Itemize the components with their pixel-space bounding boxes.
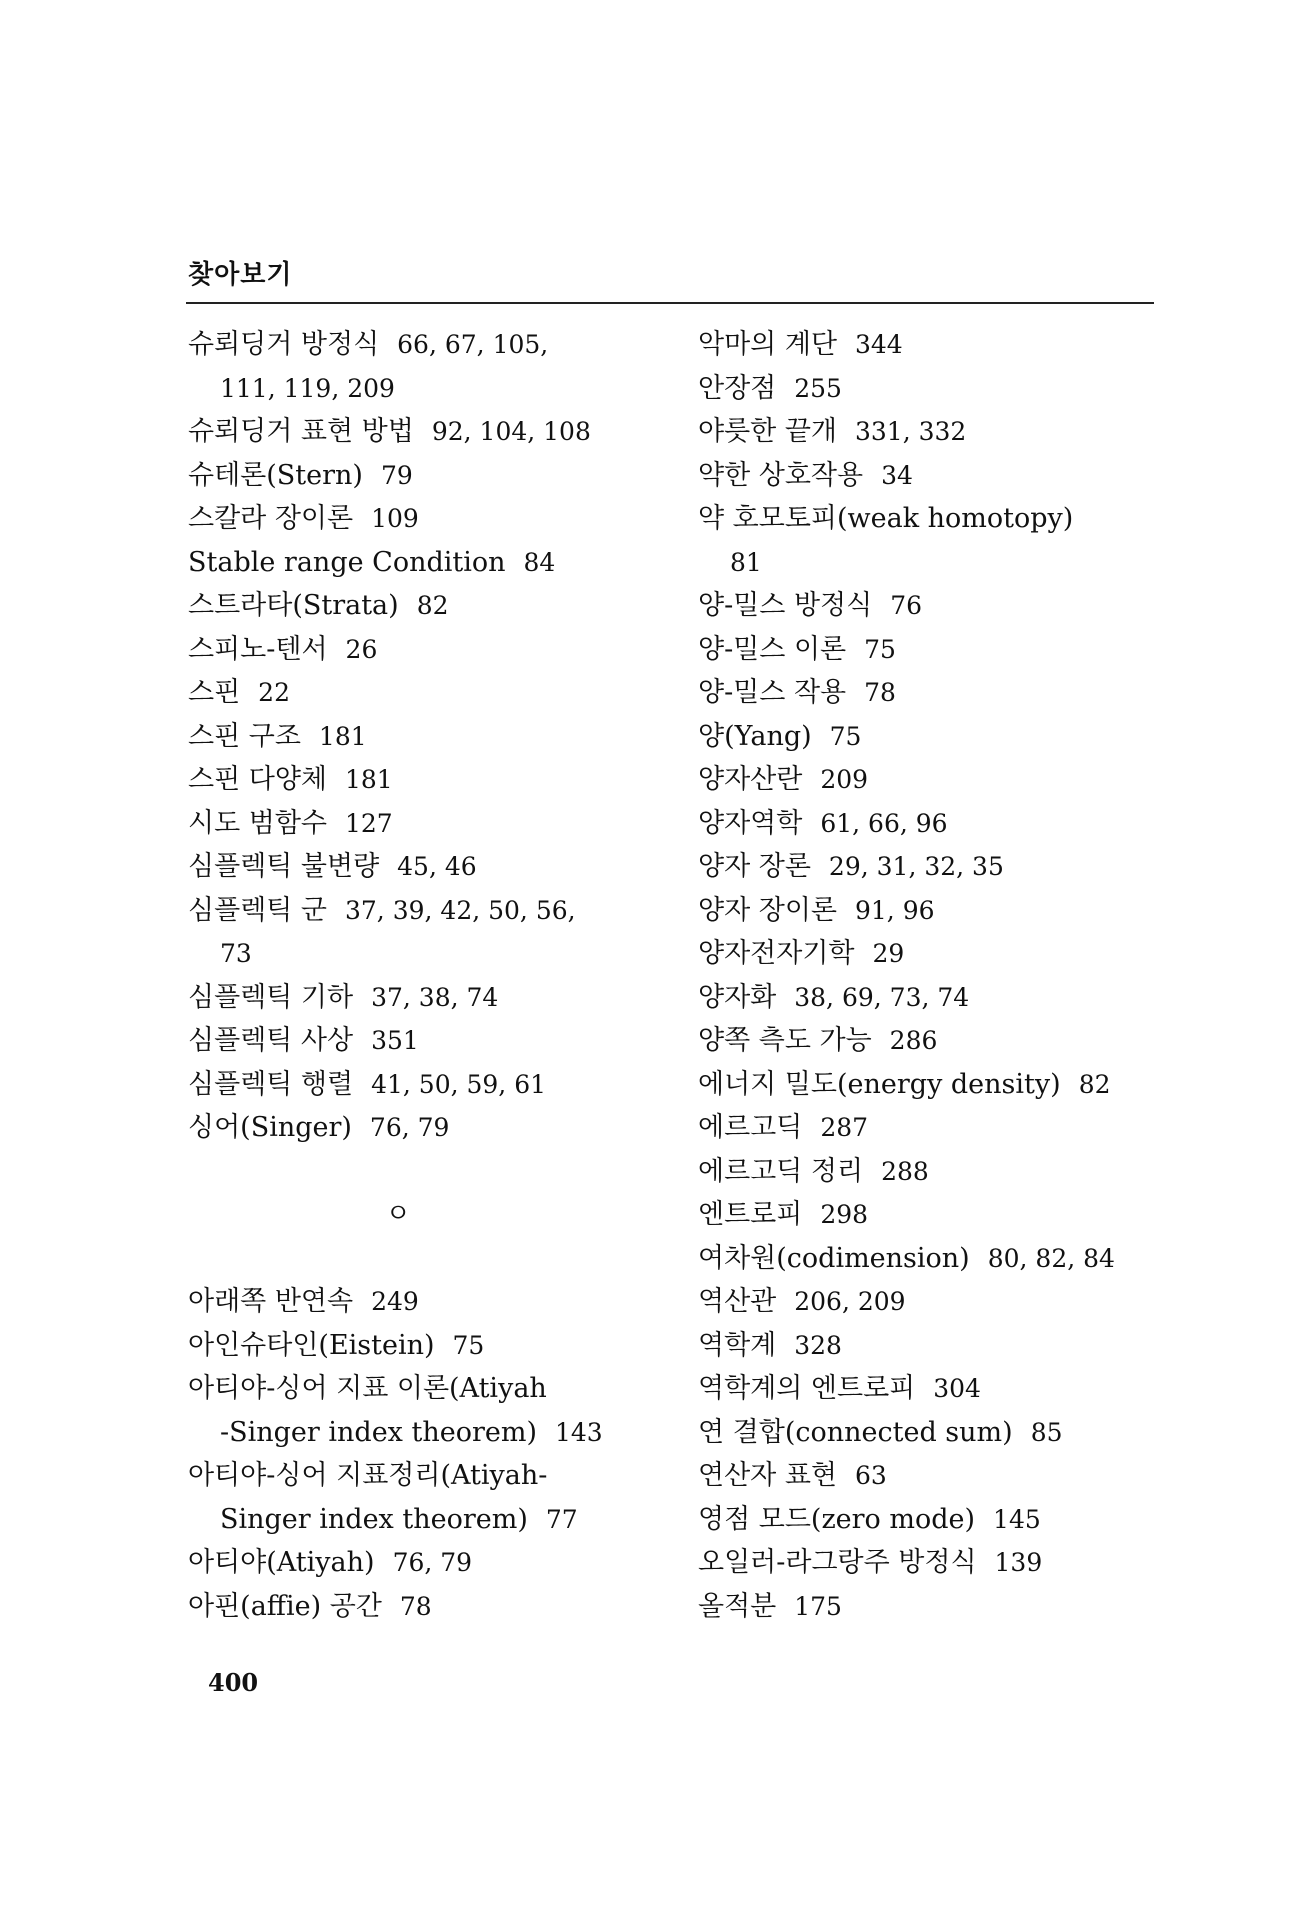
- index-entry: [188, 1585, 668, 1629]
- index-entry: [188, 541, 668, 585]
- header-rule: [186, 302, 1154, 304]
- index-entry: [698, 758, 1168, 802]
- index-page-refs: 76, 79: [392, 1548, 473, 1577]
- index-page-refs: 344: [855, 330, 903, 359]
- left-entries-before: [188, 323, 668, 1150]
- index-page-refs: 78: [399, 1591, 432, 1621]
- index-term: 양자화: [698, 981, 777, 1013]
- index-entry: [188, 1411, 668, 1455]
- index-entry: [698, 671, 1168, 715]
- index-page-refs: 175: [794, 1591, 842, 1621]
- index-entry: [698, 454, 1168, 498]
- index-entry: [188, 845, 668, 889]
- index-term: 양자 장론: [698, 851, 811, 882]
- index-entry: [188, 671, 668, 715]
- index-entry: [698, 976, 1168, 1020]
- index-page-refs: 91, 96: [855, 895, 935, 925]
- index-term: 역학계: [698, 1329, 777, 1361]
- index-entry: [188, 584, 668, 628]
- index-entry: [188, 1454, 668, 1498]
- index-page-refs: 127: [345, 808, 393, 838]
- index-entry: [698, 497, 1168, 541]
- index-entry: [188, 1063, 668, 1107]
- index-entry: [698, 1280, 1168, 1324]
- index-term: 스칼라 장이론: [188, 503, 354, 534]
- index-term: 에르고딕 정리: [698, 1155, 864, 1187]
- index-term: 양자 장이론: [698, 894, 837, 926]
- index-page-refs: 66, 67, 105,: [397, 330, 549, 359]
- index-entry: [698, 1411, 1168, 1455]
- index-entry: [188, 1019, 668, 1063]
- index-entry: [698, 410, 1168, 454]
- index-entry: [188, 497, 668, 541]
- left-entries-after: [188, 1280, 668, 1628]
- index-term: 오일러-라그랑주 방정식: [698, 1547, 977, 1578]
- index-page-refs: 79: [380, 460, 413, 490]
- index-entry: [188, 367, 668, 411]
- index-page-refs: 80, 82, 84: [987, 1243, 1115, 1273]
- index-term: 아티야-싱어 지표정리(Atiyah-: [188, 1460, 548, 1491]
- index-entry: [188, 758, 668, 802]
- index-entry: [188, 1280, 668, 1324]
- index-term: 스핀: [188, 677, 241, 708]
- index-term: 아티야-싱어 지표 이론(Atiyah: [188, 1373, 547, 1404]
- index-page-refs: 331, 332: [855, 417, 967, 446]
- index-entry: [188, 1106, 668, 1150]
- index-term: 양자전자기학: [698, 938, 855, 969]
- index-page-refs: 38, 69, 73, 74: [794, 982, 970, 1012]
- index-term: 슈테론(Stern): [188, 459, 363, 491]
- index-term: 악마의 계단: [698, 329, 837, 360]
- index-term: 양자역학: [698, 807, 803, 839]
- index-page-refs: 249: [371, 1287, 419, 1316]
- index-entry: [698, 932, 1168, 976]
- index-term: 심플렉틱 불변량: [188, 851, 380, 882]
- index-term: 에르고딕: [698, 1112, 803, 1143]
- section-spacer-top: [188, 1150, 668, 1194]
- index-entry: [698, 541, 1168, 585]
- left-column: [188, 323, 668, 1628]
- index-entry: [698, 584, 1168, 628]
- index-entry: [698, 1193, 1168, 1237]
- index-entry: [188, 976, 668, 1020]
- index-entry: [698, 323, 1168, 367]
- index-term: 스트라타(Strata): [188, 590, 399, 621]
- index-page-refs: 77: [545, 1504, 578, 1534]
- index-entry: [188, 410, 668, 454]
- section-letter: ㅇ: [385, 1199, 411, 1229]
- index-term: 약 호모토피(weak homotopy): [698, 503, 1074, 534]
- index-term: 스피노-텐서: [188, 633, 328, 665]
- index-page-refs: 143: [555, 1417, 603, 1447]
- index-entry: [188, 1324, 668, 1368]
- index-entry: [698, 802, 1168, 846]
- index-entry: [698, 1106, 1168, 1150]
- index-term: Singer index theorem): [220, 1503, 528, 1535]
- index-page-refs: 82: [1078, 1069, 1111, 1099]
- index-entry: [698, 715, 1168, 759]
- index-page-refs: 37, 39, 42, 50, 56,: [345, 895, 576, 925]
- index-entry: [698, 889, 1168, 933]
- index-entry: [188, 323, 668, 367]
- index-term: 심플렉틱 행렬: [188, 1068, 354, 1100]
- index-page-refs: 81: [730, 547, 762, 577]
- index-term: 심플렉틱 사상: [188, 1025, 354, 1056]
- index-page-refs: 111, 119, 209: [220, 373, 395, 403]
- index-page-refs: 206, 209: [794, 1287, 906, 1316]
- index-page-refs: 286: [889, 1026, 938, 1055]
- index-entry: [698, 1541, 1168, 1585]
- index-page-refs: 298: [820, 1200, 869, 1229]
- index-page-refs: 328: [794, 1330, 842, 1360]
- index-term: 연산자 표현: [698, 1460, 837, 1491]
- index-entry: [698, 1367, 1168, 1411]
- index-term: 올적분: [698, 1590, 777, 1622]
- index-page-refs: 22: [258, 678, 290, 707]
- index-page-refs: 209: [820, 765, 869, 794]
- index-page-refs: 75: [829, 721, 862, 751]
- index-page-refs: 85: [1030, 1417, 1063, 1447]
- index-term: 영점 모드(zero mode): [698, 1503, 976, 1535]
- index-term: 여차원(codimension): [698, 1242, 970, 1274]
- index-page-refs: 73: [220, 939, 252, 968]
- index-term: 안장점: [698, 372, 777, 404]
- index-term: 엔트로피: [698, 1199, 803, 1230]
- index-page-refs: 61, 66, 96: [820, 808, 948, 838]
- index-term: 양쪽 측도 가능: [698, 1025, 872, 1056]
- index-term: 슈뢰딩거 방정식: [188, 329, 380, 360]
- index-entry: [698, 1585, 1168, 1629]
- index-entry: [698, 1454, 1168, 1498]
- index-entry: [698, 1498, 1168, 1542]
- index-term: 양-밀스 방정식: [698, 590, 873, 621]
- index-page-refs: 37, 38, 74: [371, 982, 499, 1012]
- index-entry: [188, 1541, 668, 1585]
- index-term: 양(Yang): [698, 720, 812, 752]
- index-term: 아인슈타인(Eistein): [188, 1329, 435, 1361]
- page-number: 400: [208, 1668, 259, 1697]
- index-term: 스핀 구조: [188, 720, 301, 752]
- index-entry: [698, 1150, 1168, 1194]
- index-entry: [188, 1498, 668, 1542]
- index-term: 시도 범함수: [188, 807, 327, 839]
- index-term: 스핀 다양체: [188, 764, 327, 795]
- index-entry: [188, 889, 668, 933]
- index-page-refs: 82: [416, 591, 449, 620]
- index-entry: [698, 1237, 1168, 1281]
- index-entry: [698, 845, 1168, 889]
- index-term: Stable range Condition: [188, 546, 506, 578]
- index-page-refs: 139: [994, 1548, 1043, 1577]
- index-page-refs: 92, 104, 108: [431, 417, 591, 446]
- index-page-refs: 255: [794, 373, 842, 403]
- index-page-refs: 181: [318, 721, 367, 751]
- index-term: 역학계의 엔트로피: [698, 1373, 916, 1404]
- running-header: 찾아보기: [188, 260, 293, 290]
- index-page-refs: 26: [345, 634, 378, 664]
- index-page-refs: 287: [820, 1113, 869, 1142]
- index-entry: [188, 628, 668, 672]
- index-entry: [698, 1324, 1168, 1368]
- right-column: [698, 323, 1168, 1628]
- index-term: 연 결합(connected sum): [698, 1416, 1013, 1448]
- index-term: 심플렉틱 기하: [188, 981, 354, 1013]
- index-term: 심플렉틱 군: [188, 894, 327, 926]
- index-page-refs: 75: [864, 634, 896, 664]
- index-term: 아핀(affie) 공간: [188, 1590, 382, 1622]
- index-entry: [188, 1367, 668, 1411]
- section-spacer-bottom: [188, 1237, 668, 1281]
- index-page-refs: 34: [881, 460, 913, 490]
- index-term: 야릇한 끝개: [698, 416, 837, 447]
- index-entry: [698, 367, 1168, 411]
- index-page-refs: 351: [371, 1026, 419, 1055]
- index-term: 약한 상호작용: [698, 459, 864, 491]
- index-page-refs: 76: [890, 591, 923, 620]
- index-term: 아티야(Atiyah): [188, 1547, 375, 1578]
- index-page-refs: 84: [523, 547, 556, 577]
- index-page-refs: 63: [855, 1461, 887, 1490]
- index-page-refs: 304: [933, 1374, 981, 1403]
- index-page-refs: 41, 50, 59, 61: [371, 1069, 547, 1099]
- index-page-refs: 29: [872, 939, 905, 968]
- index-term: 아래쪽 반연속: [188, 1286, 354, 1317]
- index-entry: [698, 1063, 1168, 1107]
- index-page-refs: 78: [864, 678, 896, 707]
- index-entry: [188, 715, 668, 759]
- index-entry: [698, 1019, 1168, 1063]
- index-term: 역산관: [698, 1286, 777, 1317]
- index-term: 싱어(Singer): [188, 1112, 352, 1143]
- index-term: 에너지 밀도(energy density): [698, 1068, 1061, 1100]
- index-entry: [188, 454, 668, 498]
- index-entry: [188, 932, 668, 976]
- index-term: 양-밀스 이론: [698, 633, 847, 665]
- index-term: 슈뢰딩거 표현 방법: [188, 416, 414, 447]
- index-term: 양자산란: [698, 764, 803, 795]
- index-page-refs: 29, 31, 32, 35: [828, 852, 1004, 881]
- index-entry: [698, 628, 1168, 672]
- index-page-refs: 181: [345, 765, 393, 794]
- index-page-refs: 45, 46: [397, 852, 477, 881]
- index-page-refs: 76, 79: [369, 1113, 450, 1142]
- right-entries: [698, 323, 1168, 1628]
- index-page-refs: 75: [452, 1330, 485, 1360]
- index-term: 양-밀스 작용: [698, 677, 847, 708]
- index-page-refs: 288: [881, 1156, 929, 1186]
- index-page-refs: 109: [371, 504, 419, 533]
- index-page-refs: 145: [993, 1504, 1041, 1534]
- index-term: -Singer index theorem): [220, 1416, 537, 1448]
- index-entry: [188, 802, 668, 846]
